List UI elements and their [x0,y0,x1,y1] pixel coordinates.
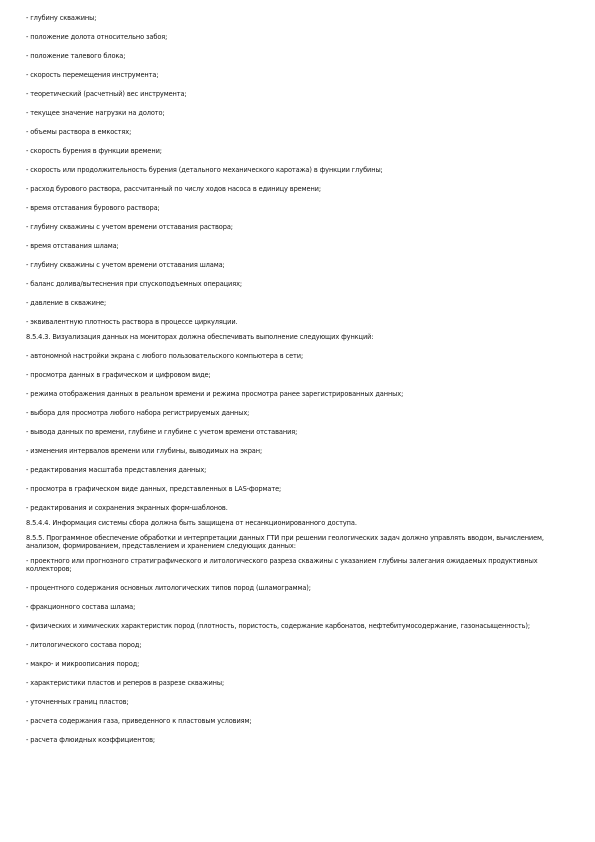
list-item: - время отставания бурового раствора; [26,204,160,212]
list-item: - теоретический (расчетный) вес инструмента; [26,90,187,98]
list-item: - текущее значение нагрузки на долото; [26,109,165,117]
section-paragraph: 8.5.4.4. Информация системы сбора должна быть защищена от несанкционированного доступа. [26,519,357,527]
list-item: - скорость или продолжительность бурения (детального механического каротажа) в функции глубины; [26,166,383,174]
list-item: - проектного или прогнозного стратиграфического и литологического разреза скважины с указанием глубины залегания ожидаемых продуктивных коллекторов; [26,557,538,573]
list-item: - баланс долива/вытеснения при спускоподъемных операциях; [26,280,243,288]
list-item: - просмотра данных в графическом и цифровом виде; [26,371,211,379]
list-item: - литологического состава пород; [26,641,142,649]
list-item: - глубину скважины; [26,14,97,22]
list-item: - характеристики пластов и реперов в разрезе скважины; [26,679,225,687]
list-item: - редактирования масштаба представления данных; [26,466,207,474]
list-item: - выбора для просмотра любого набора регистрируемых данных; [26,409,250,417]
section-paragraph: 8.5.5. Программное обеспечение обработки и интерпретации данных ГТИ при решении геологических задач должно управлять вводом, вычислением, анализом, формированием, представлением и хранением следующих данных: [26,534,544,550]
list-item: - просмотра в графическом виде данных, представленных в LAS-формате; [26,485,282,493]
document-page [26,14,578,755]
list-item: - глубину скважины с учетом времени отставания шлама; [26,261,225,269]
list-item: - редактирования и сохранения экранных форм-шаблонов. [26,504,228,512]
list-item: - макро- и микроописания пород; [26,660,140,668]
section-heading: 8.5.4.3. Визуализация данных на мониторах должна обеспечивать выполнение следующих функций: [26,333,374,341]
list-item: - изменения интервалов времени или глубины, выводимых на экран; [26,447,263,455]
list-item: - автономной настройки экрана с любого пользовательского компьютера в сети; [26,352,304,360]
list-item: - скорость бурения в функции времени; [26,147,162,155]
list-item: - расход бурового раствора, рассчитанный по числу ходов насоса в единицу времени; [26,185,321,193]
list-item: - уточненных границ пластов; [26,698,129,706]
list-item: - вывода данных по времени, глубине и глубине с учетом времени отставания; [26,428,298,436]
list-item: - положение долота относительно забоя; [26,33,168,41]
list-item: - объемы раствора в емкостях; [26,128,132,136]
list-item: - скорость перемещения инструмента; [26,71,159,79]
list-item: - процентного содержания основных литологических типов пород (шламограмма); [26,584,311,592]
list-item: - эквивалентную плотность раствора в процессе циркуляции. [26,318,238,326]
list-item: - время отставания шлама; [26,242,119,250]
list-item: - расчета флюидных коэффициентов; [26,736,156,744]
list-item: - глубину скважины с учетом времени отставания раствора; [26,223,233,231]
list-item: - положение талевого блока; [26,52,126,60]
list-item: - физических и химических характеристик пород (плотность, пористость, содержание карбонатов, нефтебитумосодержание, газонасыщенность); [26,622,530,630]
list-item: - фракционного состава шлама; [26,603,136,611]
list-item: - режима отображения данных в реальном времени и режима просмотра ранее зарегистрированных данных; [26,390,404,398]
list-item: - расчета содержания газа, приведенного к пластовым условиям; [26,717,252,725]
list-item: - давление в скважине; [26,299,107,307]
